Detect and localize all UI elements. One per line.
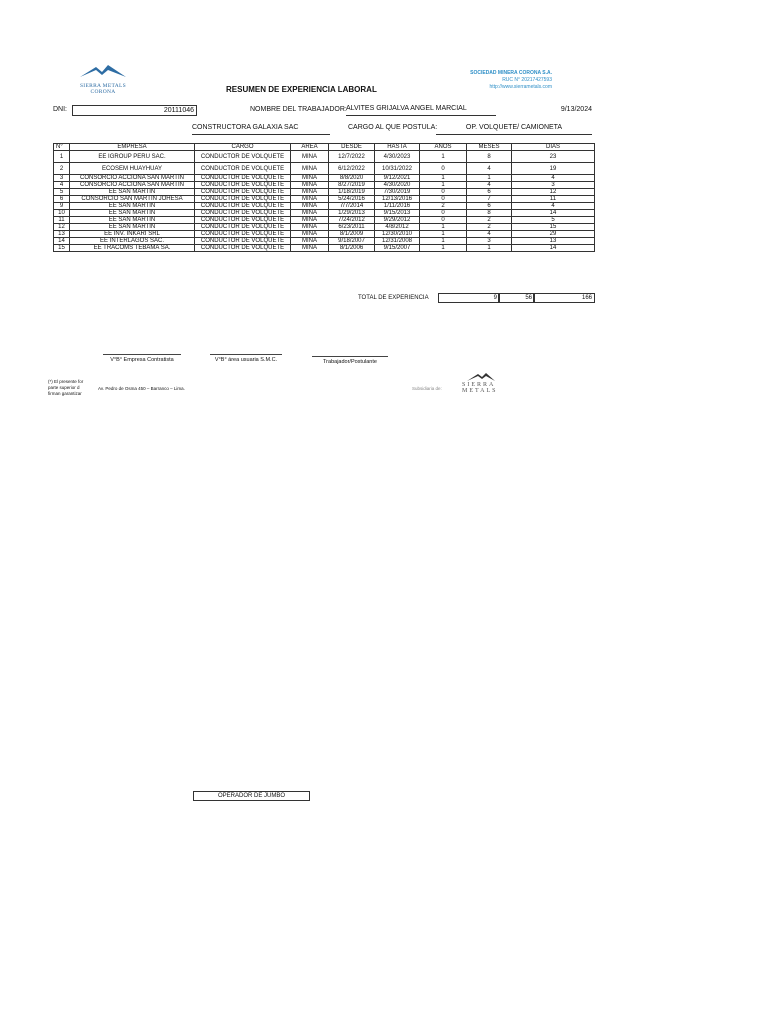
table-cell: 4 xyxy=(467,163,512,175)
dni-label: DNI: xyxy=(53,106,67,113)
table-row xyxy=(54,217,595,224)
table-cell: CONSORCIO SAN MARTIN JOHESA xyxy=(70,196,195,203)
table-cell: CONDUCTOR DE VOLQUETE xyxy=(195,203,291,210)
column-header: AÑOS xyxy=(420,144,467,151)
table-row xyxy=(54,210,595,217)
table-cell: EE IGROUP PERU SAC. xyxy=(70,151,195,163)
table-cell: CONDUCTOR DE VOLQUETE xyxy=(195,182,291,189)
table-cell: 4 xyxy=(467,231,512,238)
table-cell: 4 xyxy=(512,203,595,210)
table-cell: 2 xyxy=(420,203,467,210)
footer-note xyxy=(48,379,92,397)
table-cell: 9 xyxy=(54,203,70,210)
table-cell: 1/29/2013 xyxy=(329,210,375,217)
footer-address: Av. Pedro de Osma 450 – Barranco – Lima. xyxy=(98,386,185,391)
company-info xyxy=(420,70,552,91)
table-cell: 1 xyxy=(467,245,512,252)
mountain-logo-icon xyxy=(466,372,496,382)
table-cell: CONDUCTOR DE VOLQUETE xyxy=(195,224,291,231)
table-cell: 1 xyxy=(420,231,467,238)
table-row xyxy=(54,203,595,210)
table-cell: 6 xyxy=(467,189,512,196)
worker-name-field[interactable]: ALVITES GRIJALVA ANGEL MARCIAL xyxy=(346,105,496,116)
table-cell: 15 xyxy=(54,245,70,252)
column-header: MESES xyxy=(467,144,512,151)
table-cell: CONDUCTOR DE VOLQUETE xyxy=(195,151,291,163)
table-cell: 3 xyxy=(54,175,70,182)
table-cell: 8 xyxy=(467,210,512,217)
logo-sub: CORONA xyxy=(90,89,116,95)
footer-note-line: (*) El presente for xyxy=(48,379,84,384)
table-cell: 4 xyxy=(467,182,512,189)
table-cell: 4/30/2020 xyxy=(375,182,420,189)
table-cell: 3 xyxy=(512,182,595,189)
table-cell: 9/12/2021 xyxy=(375,175,420,182)
total-days: 166 xyxy=(533,293,595,303)
table-cell: 6/12/2022 xyxy=(329,163,375,175)
table-cell: 12 xyxy=(512,189,595,196)
position-field[interactable]: OP. VOLQUETE/ CAMIONETA xyxy=(436,124,592,135)
column-header: CARGO xyxy=(195,144,291,151)
table-cell: CONDUCTOR DE VOLQUETE xyxy=(195,163,291,175)
table-cell: 2 xyxy=(467,224,512,231)
table-cell: 0 xyxy=(420,210,467,217)
column-header: EMPRESA xyxy=(70,144,195,151)
table-cell: 8/1/2009 xyxy=(329,231,375,238)
table-row xyxy=(54,182,595,189)
table-row xyxy=(54,163,595,175)
table-row xyxy=(54,238,595,245)
table-cell: MINA xyxy=(291,196,329,203)
table-cell: CONDUCTOR DE VOLQUETE xyxy=(195,245,291,252)
table-cell: EE SAN MARTIN xyxy=(70,203,195,210)
table-cell: 9/15/2013 xyxy=(375,210,420,217)
table-cell: 1 xyxy=(467,175,512,182)
table-cell: 0 xyxy=(420,163,467,175)
table-cell: EE SAN MARTIN xyxy=(70,217,195,224)
table-cell: 1/11/2016 xyxy=(375,203,420,210)
table-cell: 4/8/2012 xyxy=(375,224,420,231)
column-header: N° xyxy=(54,144,70,151)
subsidiary-logo xyxy=(462,372,504,394)
signature-worker: Trabajador/Postulante xyxy=(312,356,388,365)
table-cell: 1 xyxy=(54,151,70,163)
table-cell: MINA xyxy=(291,231,329,238)
table-cell: 5/24/2016 xyxy=(329,196,375,203)
table-cell: 9/29/2012 xyxy=(375,217,420,224)
column-header: HASTA xyxy=(375,144,420,151)
table-cell: CONDUCTOR DE VOLQUETE xyxy=(195,231,291,238)
table-cell: MINA xyxy=(291,163,329,175)
table-row xyxy=(54,231,595,238)
operator-box: OPERADOR DE JUMBO xyxy=(193,791,310,801)
table-cell: 10 xyxy=(54,210,70,217)
table-cell: 4 xyxy=(512,175,595,182)
table-cell: 6 xyxy=(467,203,512,210)
table-cell: 0 xyxy=(420,196,467,203)
experience-table xyxy=(53,143,595,252)
column-header: DIAS xyxy=(512,144,595,151)
table-cell: 1 xyxy=(420,245,467,252)
table-cell: 15 xyxy=(512,224,595,231)
worker-name-label: NOMBRE DEL TRABAJADOR: xyxy=(250,106,347,113)
table-cell: MINA xyxy=(291,151,329,163)
table-cell: CONDUCTOR DE VOLQUETE xyxy=(195,196,291,203)
table-cell: 3 xyxy=(467,238,512,245)
subsidiary-logo-line1: SIERRA xyxy=(462,382,496,388)
total-months: 56 xyxy=(498,293,535,303)
table-header-row xyxy=(54,144,595,151)
signature-contractor: V°B° Empresa Contratista xyxy=(103,354,181,363)
table-cell: 1 xyxy=(420,224,467,231)
table-cell: 1 xyxy=(420,182,467,189)
table-cell: 9/18/2007 xyxy=(329,238,375,245)
date-field[interactable]: 9/13/2024 xyxy=(560,106,592,113)
table-cell: EE TRACOMS TEBAMA SA. xyxy=(70,245,195,252)
table-cell: 8/1/2006 xyxy=(329,245,375,252)
table-cell: 13 xyxy=(54,231,70,238)
contractor-field[interactable]: CONSTRUCTORA GALAXIA SAC xyxy=(192,124,330,135)
table-cell: 11 xyxy=(54,217,70,224)
page-title: RESUMEN DE EXPERIENCIA LABORAL xyxy=(226,85,377,94)
table-cell: 2 xyxy=(467,217,512,224)
table-row xyxy=(54,189,595,196)
table-cell: 12/31/2008 xyxy=(375,238,420,245)
table-cell: 1 xyxy=(420,175,467,182)
table-row xyxy=(54,196,595,203)
footer-note-line: parte superior d xyxy=(48,385,80,390)
table-cell: MINA xyxy=(291,224,329,231)
table-cell: 9/15/2007 xyxy=(375,245,420,252)
table-cell: 12 xyxy=(54,224,70,231)
table-cell: 4 xyxy=(54,182,70,189)
table-cell: 2 xyxy=(54,163,70,175)
table-cell: 10/31/2022 xyxy=(375,163,420,175)
table-cell: 8/8/2020 xyxy=(329,175,375,182)
table-cell: 29 xyxy=(512,231,595,238)
table-cell: EE INV. INKARI SRL xyxy=(70,231,195,238)
table-cell: MINA xyxy=(291,203,329,210)
total-label: TOTAL DE EXPERIENCIA xyxy=(358,295,429,301)
table-cell: CONDUCTOR DE VOLQUETE xyxy=(195,238,291,245)
table-cell: 6 xyxy=(54,196,70,203)
table-cell: CONDUCTOR DE VOLQUETE xyxy=(195,175,291,182)
signature-user-area: V°B° área usuaria S.M.C. xyxy=(210,354,282,363)
company-name: SOCIEDAD MINERA CORONA S.A. xyxy=(470,70,552,76)
subsidiary-logo-line2: METALS xyxy=(462,388,498,394)
table-cell: 7 xyxy=(467,196,512,203)
footer-note-line: firman garantizar xyxy=(48,391,82,396)
table-cell: 12/30/2010 xyxy=(375,231,420,238)
table-cell: 14 xyxy=(512,245,595,252)
mountain-logo-icon xyxy=(78,64,128,78)
logo-name: SIERRA METALS xyxy=(79,83,127,89)
table-cell: 14 xyxy=(54,238,70,245)
table-cell: EE SAN MARTIN xyxy=(70,210,195,217)
dni-field[interactable]: 20111046 xyxy=(72,105,197,116)
table-cell: 11 xyxy=(512,196,595,203)
table-row xyxy=(54,151,595,163)
table-cell: CONSORCIO ACCIONA SAN MARTIN xyxy=(70,182,195,189)
table-cell: 7/24/2012 xyxy=(329,217,375,224)
table-cell: 8 xyxy=(467,151,512,163)
table-cell: 7/7/2014 xyxy=(329,203,375,210)
table-cell: MINA xyxy=(291,175,329,182)
table-cell: 5 xyxy=(512,217,595,224)
table-cell: 1 xyxy=(420,238,467,245)
table-row xyxy=(54,224,595,231)
column-header: DESDE xyxy=(329,144,375,151)
table-cell: CONSORCIO ACCIONA SAN MARTIN xyxy=(70,175,195,182)
table-cell: 0 xyxy=(420,217,467,224)
table-cell: MINA xyxy=(291,189,329,196)
table-cell: 23 xyxy=(512,151,595,163)
table-cell: EE SAN MARTIN xyxy=(70,224,195,231)
company-ruc: RUC N° 20217427593 xyxy=(502,77,552,83)
table-cell: 12/13/2016 xyxy=(375,196,420,203)
table-cell: 6/23/2011 xyxy=(329,224,375,231)
table-cell: CONDUCTOR DE VOLQUETE xyxy=(195,189,291,196)
table-cell: EE SAN MARTIN xyxy=(70,189,195,196)
table-cell: 0 xyxy=(420,189,467,196)
company-web: http://www.sierrametals.com xyxy=(489,84,552,90)
subsidiary-label: Subsidiaria de: xyxy=(412,386,442,391)
table-cell: CONDUCTOR DE VOLQUETE xyxy=(195,210,291,217)
total-years: 9 xyxy=(438,293,500,303)
table-cell: 12/7/2022 xyxy=(329,151,375,163)
table-cell: MINA xyxy=(291,182,329,189)
table-cell: 19 xyxy=(512,163,595,175)
table-cell: MINA xyxy=(291,245,329,252)
table-cell: EE INTERLAGOS SAC. xyxy=(70,238,195,245)
table-cell: MINA xyxy=(291,217,329,224)
table-cell: 13 xyxy=(512,238,595,245)
table-cell: MINA xyxy=(291,210,329,217)
table-row xyxy=(54,175,595,182)
sierra-metals-logo xyxy=(78,64,128,96)
table-cell: ECOSEM HUAYHUAY xyxy=(70,163,195,175)
table-cell: 5 xyxy=(54,189,70,196)
table-cell: 1 xyxy=(420,151,467,163)
table-cell: 1/18/2019 xyxy=(329,189,375,196)
table-cell: MINA xyxy=(291,238,329,245)
table-cell: 8/27/2019 xyxy=(329,182,375,189)
column-header: AREA xyxy=(291,144,329,151)
table-cell: CONDUCTOR DE VOLQUETE xyxy=(195,217,291,224)
table-cell: 14 xyxy=(512,210,595,217)
table-cell: 4/30/2023 xyxy=(375,151,420,163)
position-label: CARGO AL QUE POSTULA: xyxy=(348,124,438,131)
table-cell: 7/30/2019 xyxy=(375,189,420,196)
table-row xyxy=(54,245,595,252)
